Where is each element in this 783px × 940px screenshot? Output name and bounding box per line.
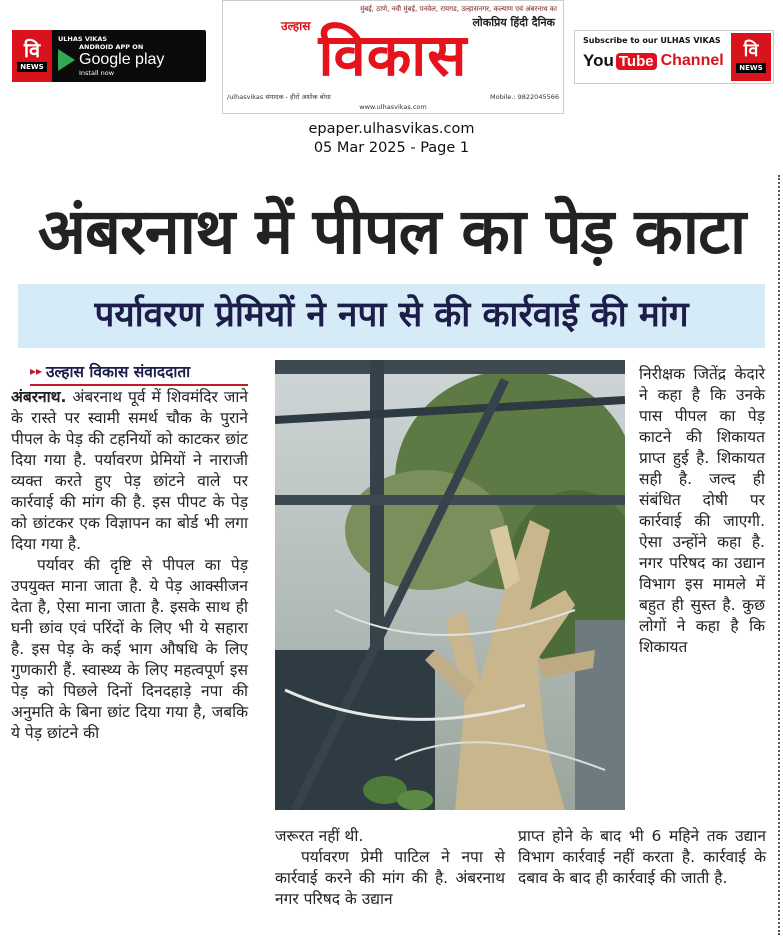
tagline: लोकप्रिय हिंदी दैनिक bbox=[472, 16, 555, 29]
app-brand-label: ULHAS VIKAS bbox=[58, 35, 108, 43]
android-app-label: ANDROID APP ON bbox=[79, 43, 144, 51]
youtube-icon: You Tube Channel bbox=[583, 51, 724, 70]
article-subheadline: पर्यावरण प्रेमियों ने नपा से की कार्रवाई की मांग bbox=[94, 295, 689, 335]
ulhas-vikas-news-logo-right: वि NEWS bbox=[731, 33, 771, 81]
install-now-label: Install now bbox=[79, 69, 115, 77]
article-column-2 bbox=[275, 826, 505, 910]
byline bbox=[30, 358, 248, 386]
google-play-icon bbox=[58, 49, 75, 71]
article-column-3-continued: प्राप्त होने के बाद भी 6 महिने तक उद्यान विभाग कार्रवाई नहीं करता है. कार्रवाई के दबाव के बाद ही कार्रवाई की जाती है. bbox=[518, 827, 766, 887]
google-play-label: Google play bbox=[79, 51, 165, 68]
newspaper-nameplate bbox=[222, 0, 564, 114]
app-promo-text bbox=[52, 35, 164, 77]
paragraph-1: अंबरनाथ. अंबरनाथ पूर्व में शिवमंदिर जाने के रास्ते पर स्वामी समर्थ चौक के पुराने पीपल के पेड़ की टहनियों को काटकर छांट दिया गया है. पर्यावरण प्रेमियों ने नाराजी व्यक्त करते हुए पेड़ छांटने वाले पर कार्रवाई की मांग की है. इस पीपट के पेड़ को छांटकर एक विज्ञापन का बोर्ड भी लगा दिया गया है. bbox=[11, 388, 248, 553]
article-headline: अंबरनाथ में पीपल का पेड़ काटा bbox=[37, 195, 746, 268]
article-column-1 bbox=[11, 387, 248, 744]
android-app-promo[interactable] bbox=[12, 30, 206, 82]
byline-name: उल्हास विकास संवाददाता bbox=[46, 363, 191, 381]
column-2-first-line: जरूरत नहीं थी. bbox=[275, 827, 364, 845]
dateline-word: अंबरनाथ. bbox=[11, 388, 67, 406]
byline-arrows-icon: ▸▸ bbox=[30, 364, 43, 378]
nameplate-small-title: उल्हास bbox=[281, 19, 311, 33]
nameplate-title: विकास bbox=[318, 21, 468, 89]
subheadline-band bbox=[18, 284, 765, 348]
article-column-3: निरीक्षक जितेंद्र केदारे ने कहा है कि उनके पास पीपल का पेड़ काटने की शिकायत प्राप्त हुई है. शिकायत सही है. जल्द ही संबंधित दोषी पर कार्रवाई की जाएगी. ऐसा उन्होंने कहा है. नगर परिषद का उद्यान विभाग इस मामले में बहुत ही सुस्त है. कुछ लोगों ने कहा है कि शिकायत bbox=[639, 365, 765, 656]
youtube-channel-promo[interactable] bbox=[574, 30, 774, 84]
column-rule bbox=[778, 175, 780, 935]
coverage-areas: मुंबई, ठाणे, नवी मुंबई, पनवेल, रायगड, उल्हासनगर, कल्याण एवं अंबरनाथ का bbox=[360, 5, 557, 13]
mobile-number: Mobile.: 9822045566 bbox=[490, 93, 559, 101]
epaper-dateline bbox=[0, 120, 783, 158]
social-icons: /ulhasvikas संपादक - हीरो अशोक बोधा bbox=[227, 93, 331, 101]
website-url[interactable]: www.ulhasvikas.com bbox=[359, 103, 427, 111]
column-2-paragraph: पर्यावरण प्रेमी पाटिल ने नपा से कार्रवाई करने की मांग की है. अंबरनाथ नगर परिषद के उद्यान bbox=[275, 848, 505, 908]
ulhas-vikas-news-logo: वि NEWS bbox=[12, 30, 52, 82]
article-photo-pipal-tree bbox=[275, 360, 625, 810]
subscribe-label: Subscribe to our ULHAS VIKAS bbox=[583, 36, 721, 45]
paragraph-2: पर्यावर की दृष्टि से पीपल का पेड़ उपयुक्त माना जाता है. ये पेड़ आक्सीजन देता है, ऐसा माना जाता है. इसके साथ ही घनी छांव एवं परिंदों के लिए भी ये सहारा है. इस पेड़ के कई भाग औषधि के लिए गुणकारी हैं. स्वास्थ्य के लिए महत्वपूर्ण इस पेड़ को पिछले दिनों दिनदहाड़े नपा की अनुमति के बिना छांट दिया गया है, जबकि ये पेड़ छांटने की bbox=[11, 556, 248, 742]
masthead bbox=[0, 0, 783, 118]
epaper-site[interactable]: epaper.ulhasvikas.com bbox=[308, 121, 475, 137]
nameplate-info-strip bbox=[223, 91, 563, 103]
edition-date: 05 Mar 2025 - Page 1 bbox=[313, 140, 470, 156]
